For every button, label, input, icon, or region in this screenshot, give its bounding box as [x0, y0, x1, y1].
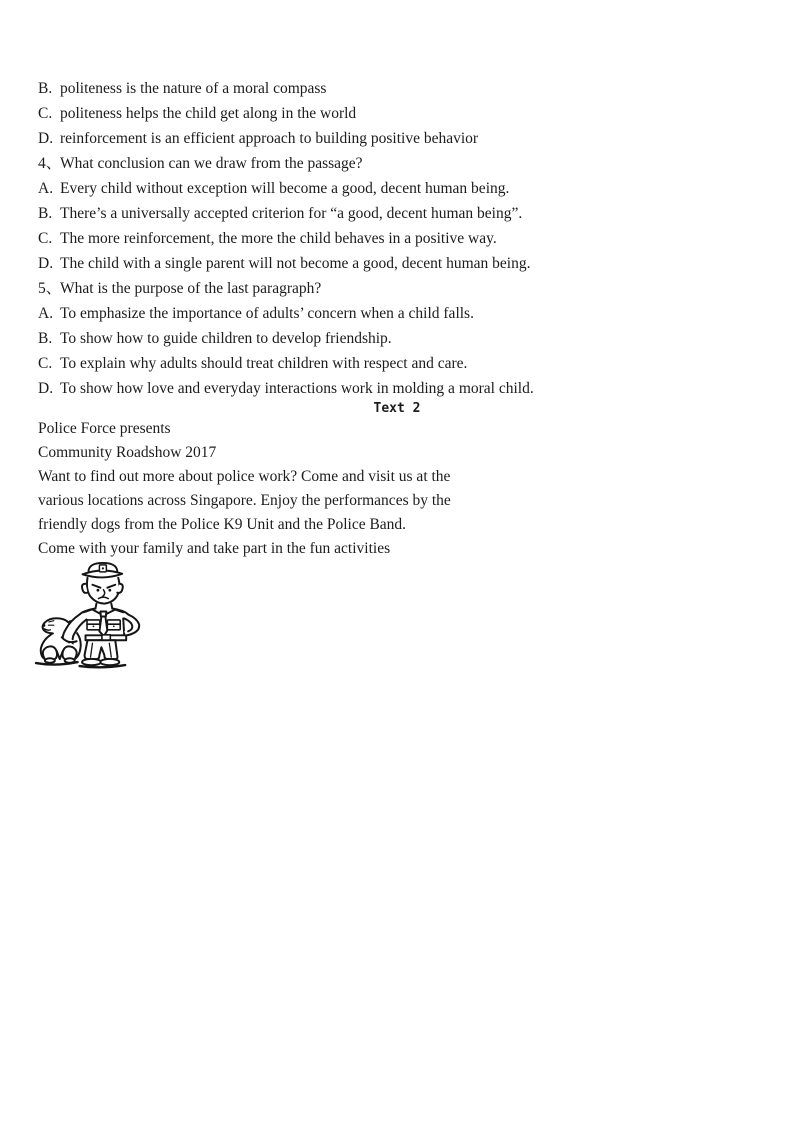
line-text: The more reinforcement, the more the child behaves in a positive way.: [60, 230, 497, 247]
line-label: B.: [38, 330, 53, 347]
line-label: D.: [38, 380, 54, 397]
intro-line: Community Roadshow 2017: [38, 444, 217, 461]
questions-block: [38, 76, 534, 401]
question-line: [38, 326, 534, 351]
line-text: What conclusion can we draw from the passage?: [60, 155, 363, 172]
line-text: reinforcement is an efficient approach to building positive behavior: [60, 130, 479, 147]
line-text: To show how love and everyday interactions work in molding a moral child.: [60, 380, 534, 397]
question-line: [38, 126, 534, 151]
question-line: [38, 226, 534, 251]
line-text: The child with a single parent will not become a good, decent human being.: [60, 255, 531, 272]
line-text: politeness is the nature of a moral compass: [60, 80, 327, 97]
line-label: B.: [38, 80, 53, 97]
intro-line: various locations across Singapore. Enjoy the performances by the: [38, 492, 451, 509]
line-text: Every child without exception will become a good, decent human being.: [60, 180, 510, 197]
question-line: [38, 176, 534, 201]
line-label: D.: [38, 255, 54, 272]
question-line: [38, 301, 534, 326]
question-line: [38, 351, 534, 376]
intro-line: friendly dogs from the Police K9 Unit and the Police Band.: [38, 516, 407, 533]
line-text: There’s a universally accepted criterion for “a good, decent human being”.: [60, 205, 523, 222]
intro-line: Police Force presents: [38, 420, 171, 437]
intro-line: Come with your family and take part in the fun activities: [38, 540, 391, 557]
question-line: [38, 151, 534, 176]
question-line: [38, 76, 534, 101]
line-label: 4、: [38, 155, 62, 172]
question-line: [38, 201, 534, 226]
text2-heading: Text 2: [373, 401, 421, 416]
line-text: To explain why adults should treat children with respect and care.: [60, 355, 468, 372]
question-line: [38, 101, 534, 126]
line-text: What is the purpose of the last paragraph?: [60, 280, 322, 297]
police-officer-with-dog-illustration: [30, 556, 149, 670]
question-line: [38, 376, 534, 401]
intro-line: Want to find out more about police work? Come and visit us at the: [38, 468, 451, 485]
question-line: [38, 251, 534, 276]
line-text: politeness helps the child get along in the world: [60, 105, 357, 122]
line-text: To show how to guide children to develop friendship.: [60, 330, 392, 347]
line-label: 5、: [38, 280, 62, 297]
question-line: [38, 276, 534, 301]
line-label: A.: [38, 305, 54, 322]
line-label: C.: [38, 355, 53, 372]
line-label: C.: [38, 230, 53, 247]
line-text: To emphasize the importance of adults’ concern when a child falls.: [60, 305, 474, 322]
line-label: A.: [38, 180, 54, 197]
line-label: C.: [38, 105, 53, 122]
line-label: B.: [38, 205, 53, 222]
police-cap: [83, 563, 123, 578]
text2-intro-block: [38, 417, 451, 561]
line-label: D.: [38, 130, 54, 147]
